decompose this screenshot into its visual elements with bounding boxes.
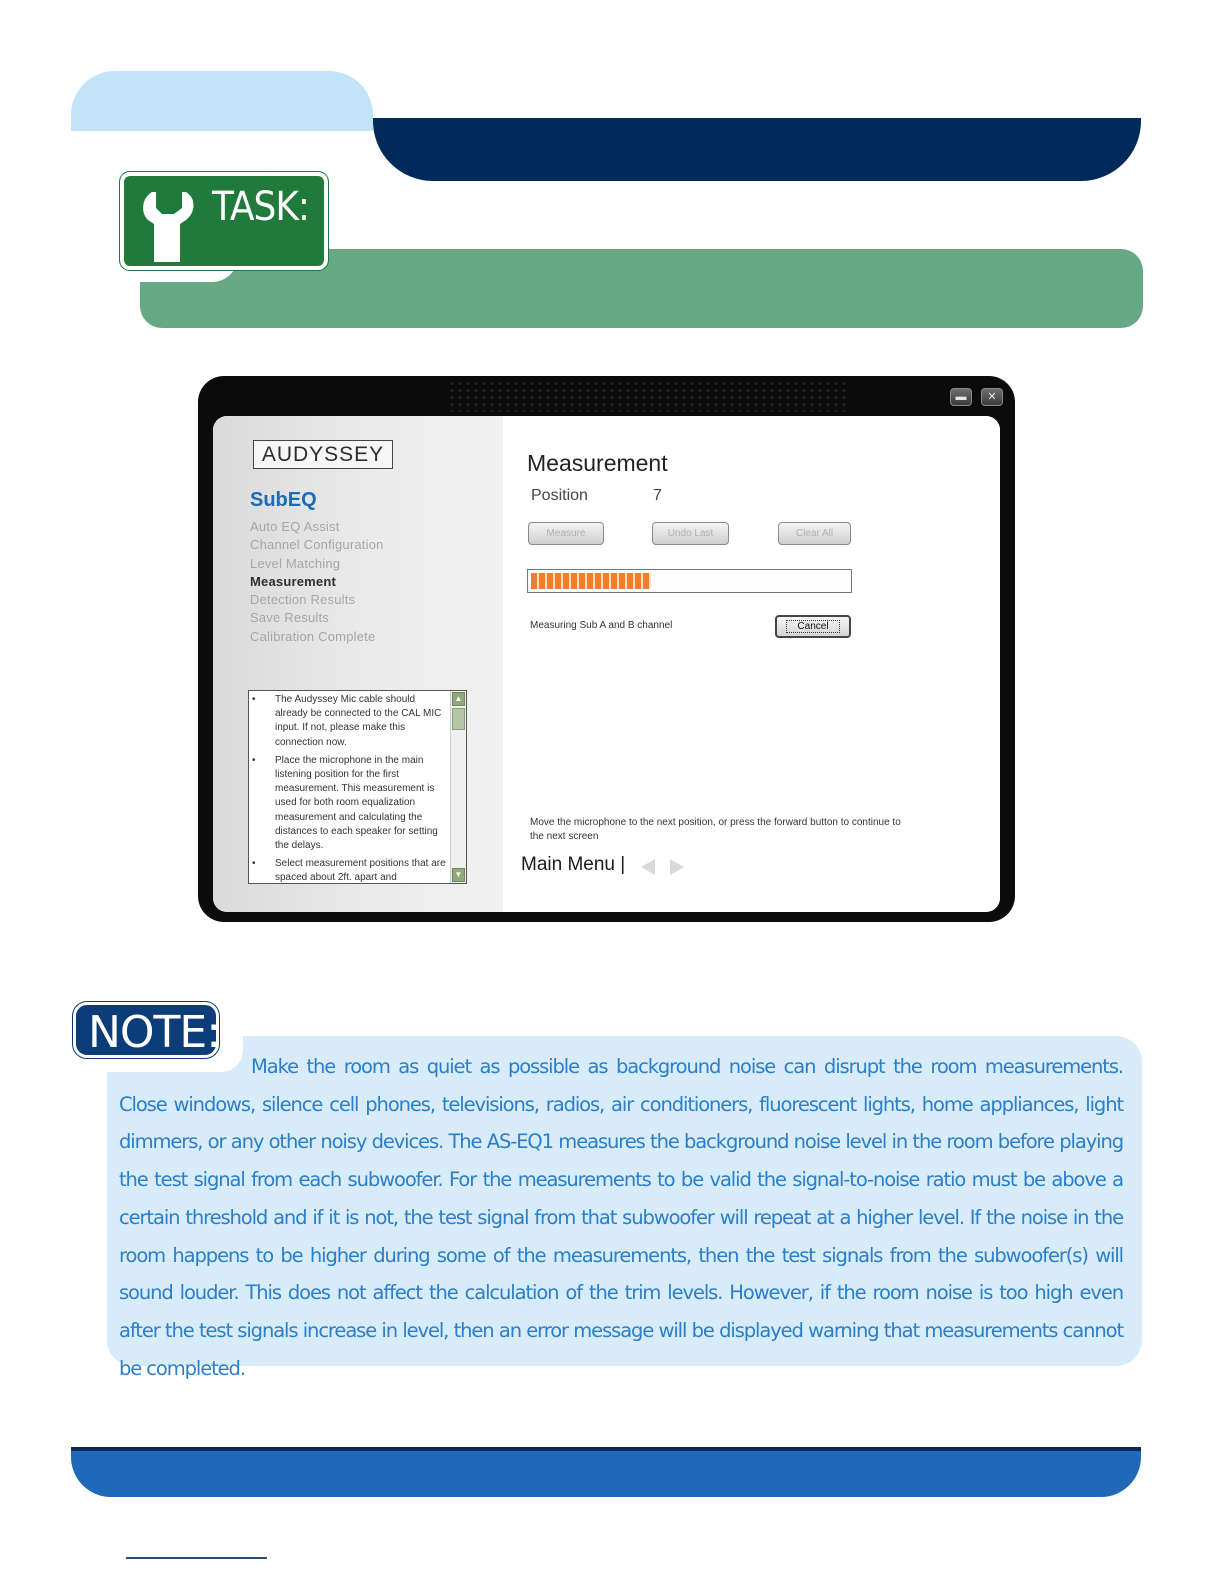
position-value: 7	[653, 487, 662, 504]
step-list	[250, 518, 384, 646]
back-arrow-icon[interactable]	[641, 859, 655, 875]
note-label: NOTE:	[88, 1007, 221, 1058]
cancel-label: Cancel	[786, 620, 839, 633]
help-item: • Select measurement positions that are spaced about 2ft. apart and	[249, 857, 449, 884]
position-label: Position	[531, 487, 588, 504]
cancel-button[interactable]	[775, 615, 851, 638]
app-sidebar	[213, 416, 503, 912]
task-badge	[120, 172, 328, 270]
measurement-title: Measurement	[527, 450, 668, 476]
step-auto-eq-assist: Auto EQ Assist	[250, 519, 340, 534]
step-save-results: Save Results	[250, 610, 329, 626]
note-text: Make the room as quiet as possible as background noise can disrupt the room measurements. Close windows, silence cell phones, televisions, radios, air conditioners, fluorescent lights, home appliances, light dimmers, or any other noisy devices. The AS-EQ1 measures the background noise level in the room before playing the test signal from each subwoofer. For the measurements to be valid the signal-to-noise ratio must be above a certain threshold and if it is not, the test signal from that subwoofer will repeat at a higher level. If the noise in the room happens to be higher during some of the measurements, then the test signals from the subwoofer(s) will sound louder. This does not affect the calculation of the trim levels. However, if the room noise is too high even after the test signals increase in level, then an error message will be displayed warning that measurements cannot be completed.	[119, 1055, 1123, 1380]
step-channel-configuration: Channel Configuration	[250, 537, 384, 553]
step-detection-results: Detection Results	[250, 592, 356, 608]
measurement-progress-bar	[527, 569, 852, 593]
undo-last-button[interactable]: Undo Last	[652, 522, 729, 545]
audyssey-logo: AUDYSSEY	[253, 440, 393, 469]
clear-all-button[interactable]: Clear All	[778, 522, 851, 545]
step-level-matching: Level Matching	[250, 555, 341, 571]
help-item: • The Audyssey Mic cable should already be connected to the CAL MIC input. If not, please make this connection now.	[249, 693, 449, 750]
scroll-up-icon[interactable]: ▲	[452, 692, 465, 706]
help-scrollbar[interactable]	[450, 691, 466, 883]
help-item: • Place the microphone in the main listening position for the first measurement. This measurement is used for both room equalization measurement and calculating the distances to each speaker for setting the delays.	[249, 754, 449, 853]
scroll-down-icon[interactable]: ▼	[452, 868, 465, 882]
instruction-message: Move the microphone to the next position, or press the forward button to continue to the next screen	[530, 817, 901, 842]
step-calibration-complete: Calibration Complete	[250, 628, 376, 644]
task-label: TASK:	[212, 184, 310, 230]
minimize-button[interactable]: ▬	[950, 388, 972, 406]
main-menu-link[interactable]: Main Menu |	[521, 854, 626, 875]
product-title: SubEQ	[250, 489, 317, 511]
measure-button[interactable]: Measure	[528, 522, 604, 545]
app-main-panel	[503, 416, 1000, 912]
app-content	[213, 416, 1000, 912]
status-message: Measuring Sub A and B channel	[530, 620, 673, 631]
progress-fill	[531, 573, 651, 589]
close-button[interactable]: ✕	[981, 388, 1003, 406]
scroll-thumb[interactable]	[452, 708, 465, 730]
wrench-icon	[140, 188, 200, 262]
step-measurement: Measurement	[250, 573, 337, 589]
help-panel	[248, 690, 467, 884]
forward-arrow-icon[interactable]	[670, 859, 684, 875]
footer-rule	[126, 1557, 267, 1559]
header-band	[373, 118, 1141, 181]
header-tab-light	[71, 71, 373, 131]
help-list	[249, 693, 449, 884]
title-bar-texture	[448, 380, 848, 412]
footer-band	[71, 1447, 1141, 1497]
app-window	[198, 376, 1015, 922]
